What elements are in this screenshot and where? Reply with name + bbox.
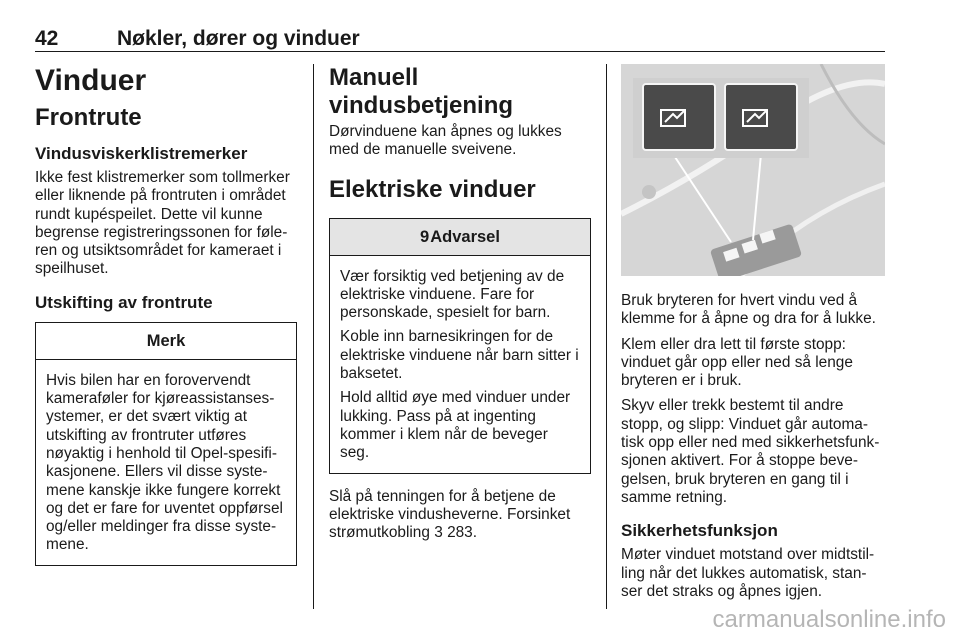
switch-usage-paragraph: Bruk bryteren for hvert vindu ved å klemme for å åpne og dra for å lukke. xyxy=(621,292,876,328)
column-divider xyxy=(313,64,314,609)
note-text: Hvis bilen har en forovervendt kameraføler for kjøreassistanses-ystemer, er det svært viktig at utskifting av frontruter utføres nøyaktig i henhold til Opel-spesifi-kasjonene. Ellers vil disse syste-mene kanskje ikke fungere korrekt og det er fare for uventet oppførsel og/eller meldinger fra disse syste-mene. xyxy=(46,371,283,554)
note-box xyxy=(35,322,297,566)
warning-box xyxy=(329,218,591,474)
page-reference-number: 283. xyxy=(447,524,478,542)
section-heading-frontrute: Frontrute xyxy=(35,104,142,131)
chapter-title: Nøkler, dører og vinduer xyxy=(117,27,360,50)
window-switch-illustration xyxy=(621,64,885,276)
ignition-paragraph xyxy=(329,488,591,543)
note-body xyxy=(36,360,296,565)
warning-body xyxy=(330,256,590,473)
column-divider xyxy=(606,64,607,609)
section-heading-electric-windows: Elektriske vinduer xyxy=(329,175,536,203)
door-panel-drawing xyxy=(621,64,885,276)
sticker-paragraph: Ikke fest klistremerker som tollmerker eller liknende på frontruten i området rundt kupéspeilet. Dette vil kunne begrense registreringssonen for føle-ren og utsiktsområdet for kameraet i speilhuset. xyxy=(35,169,290,278)
ignition-text: Slå på tenningen for å betjene de elektriske vindusheverne. Forsinket strømutkobling xyxy=(329,487,571,542)
column-left xyxy=(35,64,297,566)
warning-icon: 9 xyxy=(420,227,430,246)
first-stop-paragraph: Klem eller dra lett til første stopp: vinduet går opp eller ned så lenge bryteren er i bruk. xyxy=(621,335,853,390)
warning-paragraph: Vær forsiktig ved betjening av de elektriske vinduene. Fare for personskade, spesielt for barn. xyxy=(340,267,565,322)
section-heading-manual-windows: Manuell vindusbetjening xyxy=(329,64,514,119)
warning-paragraph: Hold alltid øye med vinduer under lukking. Pass på at ingenting kommer i klem når de beveger seg. xyxy=(340,389,571,462)
watermark: carmanualsonline.info xyxy=(712,606,946,633)
subheading-windscreen-replacement: Utskifting av frontrute xyxy=(35,292,213,312)
safety-function-paragraph: Møter vinduet motstand over midtstil-ling når det lukkes automatisk, stan-ser det straks og åpnes igjen. xyxy=(621,546,875,600)
page-title: Vinduer xyxy=(35,64,147,97)
subheading-sticker: Vindusviskerklistremerker xyxy=(35,144,248,163)
warning-header xyxy=(330,219,590,256)
manual-windows-text: Dørvinduene kan åpnes og lukkes med de manuelle sveivene. xyxy=(329,123,562,159)
warning-paragraph: Koble inn barnesikringen for de elektriske vinduene når barn sitter i baksetet. xyxy=(340,328,579,383)
page-number: 42 xyxy=(35,27,59,50)
warning-label: Advarsel xyxy=(430,227,500,246)
column-right xyxy=(621,64,885,601)
page-header xyxy=(35,27,885,52)
column-middle xyxy=(329,64,591,542)
second-stop-paragraph: Skyv eller trekk bestemt til andre stopp, og slipp: Vinduet går automa-tisk opp eller ned med sikkerhetsfunk-sjonen aktivert. For å stoppe beve-gelsen, bruk bryteren en gang til i samme retning. xyxy=(621,397,880,506)
note-label: Merk xyxy=(36,323,296,360)
page-reference-icon: 3 xyxy=(434,524,443,542)
subheading-safety-function: Sikkerhetsfunksjon xyxy=(621,521,778,541)
